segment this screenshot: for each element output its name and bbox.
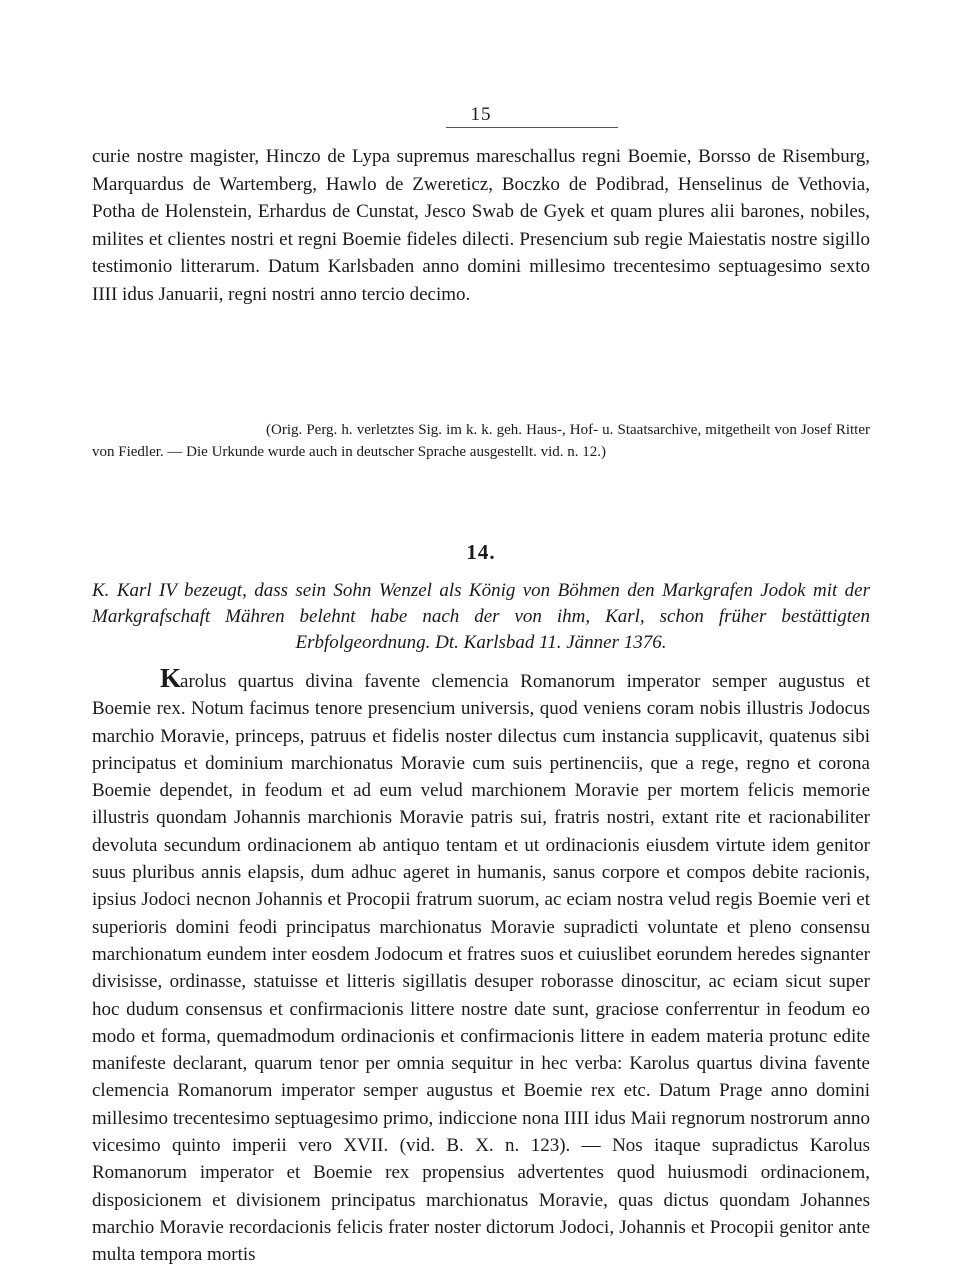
charter-text-block xyxy=(92,663,870,1269)
continuation-block xyxy=(92,143,870,308)
charter-paragraph xyxy=(92,663,870,1269)
drop-initial: K xyxy=(160,663,181,693)
page-number: 15 xyxy=(470,104,492,125)
document-number: 14. xyxy=(466,540,496,564)
page-number-rule xyxy=(446,127,618,128)
source-note-block xyxy=(92,420,870,463)
charter-text: arolus quartus divina favente clemencia Romanorum imperator semper augustus et Boemie rex. Notum facimus tenore presencium universis, quod veniens coram nobis illustris Jodocus marchio Moravie, princeps, patruus et fidelis noster dilectus cum instancia supplicavit, quatenus sibi principatus et dominium marchionatus Moravie cum suis pertinenciis, que a rege, regno et corona Boemie dependet, in feodum et ad eum velud marchionem Moravie per mortem felicis memorie illustris quondam Johannis marchionis Moravie patris sui, fratris nostri, extant rite et racionabiliter devoluta secundum ordinacionem ab antiquo tentam et ut ordinacionis eiusdem virtute idem genitor suus pluribus annis elapsis, dum adhuc ageret in humanis, sanus corpore et compos debite racionis, ipsius Jodoci necnon Johannis et Procopii fratrum suorum, ac eciam nostra velud regis Boemie veri et superioris domini feodi principatus marchionatus Moravie supradicti voluntate et pleno consensu marchionatum eundem inter eosdem Jodocum et fratres suos et cuiuslibet eorundem heredes signanter divisisse, ordinasse, statuisse et litteris sigillatis desuper roborasse dinoscitur, ac eciam sicut super hoc dudum consensus et confirmacionis littere nostre date sunt, graciose conferrentur in feodum eo modo et forma, quemadmodum ordinacionis et confirmacionis littere in eadem materia protunc edite manifeste declarant, quarum tenor per omnia sequitur in hec verba: Karolus quartus divina favente clemencia Romanorum imperator semper augustus et Boemie rex etc. Datum Prage anno domini millesimo trecentesimo septuagesimo primo, indiccione nona IIII idus Maii regnorum nostrorum anno vicesimo quinto imperii vero XVII. (vid. B. X. n. 123). — Nos itaque supradictus Karolus Romanorum imperator et Boemie rex propensius advertentes quod huiusmodi ordinacionem, disposicionem et divisionem principatus marchionatus Moravie, quas dictus quondam Johannes marchio Moravie recordacionis felicis frater noster dictorum Jodoci, Johannis et Procopii genitor ante multa tempora mortis xyxy=(92,671,870,1266)
continuation-paragraph: curie nostre magister, Hinczo de Lypa supremus mareschallus regni Boemie, Borsso de Risemburg, Marquardus de Wartemberg, Hawlo de Zwereticz, Boczko de Podibrad, Henselinus de Vethovia, Potha de Holenstein, Erhardus de Cunstat, Jesco Swab de Gyek et quam plures alii barones, nobiles, milites et clientes nostri et regni Boemie fideles dilecti. Presencium sub regie Maiestatis nostre sigillo testimonio litterarum. Datum Karlsbaden anno domini millesimo trecentesimo septuagesimo sexto IIII idus Januarii, regni nostri anno tercio decimo. xyxy=(92,146,870,305)
regest-summary: K. Karl IV bezeugt, dass sein Sohn Wenzel als König von Böhmen den Markgrafen Jodok mit der Markgrafschaft Mähren belehnt habe nach der von ihm, Karl, schon früher bestättigten Erbfolgeordnung. Dt. Karlsbad 11. Jänner 1376. xyxy=(92,580,870,653)
source-note: (Orig. Perg. h. verletztes Sig. im k. k. geh. Haus-, Hof- u. Staatsarchive, mitgetheilt von Josef Ritter von Fiedler. — Die Urkunde wurde auch in deutscher Sprache ausgestellt. vid. n. 12.) xyxy=(92,422,870,460)
